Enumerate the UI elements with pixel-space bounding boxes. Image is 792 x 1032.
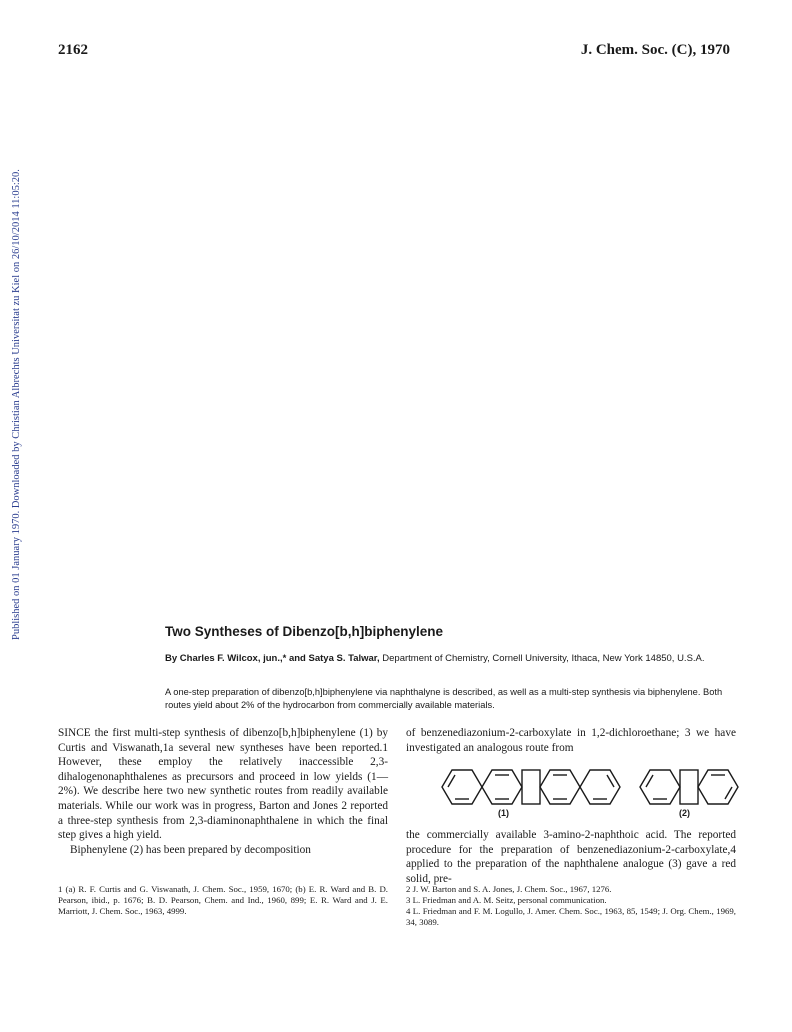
footnotes-right [406, 884, 736, 928]
footnotes-left [58, 884, 388, 917]
structure-2-label: (2) [679, 808, 690, 818]
byline [165, 652, 731, 665]
download-notice[interactable]: Published on 01 January 1970. Downloaded by Christian Albrechts Universitat zu Kiel on 26/10/2014 11:05:20. [11, 169, 22, 640]
journal-header: J. Chem. Soc. (C), 1970 [580, 42, 730, 58]
body-paragraph-1: SINCE the first multi-step synthesis of dibenzo[b,h]biphenylene (1) by Curtis and Viswanath,1a several new syntheses have been reported.1 However, these employ the relatively inaccessible 2,3-dihalogenonaphthalenes as precursors and proceed in low yields (1—2%). We describe here two new synthetic routes from readily available materials. While our work was in progress, Barton and Jones 2 reported a three-step synthesis from 2,3-diaminonaphthalene in which the final step gives a high yield. [58, 727, 388, 842]
body-right-top: of benzenediazonium-2-carboxylate in 1,2-dichloroethane; 3 we have investigated an analogous route from [406, 727, 736, 754]
abstract: A one-step preparation of dibenzo[b,h]biphenylene via naphthalyne is described, as well as a multi-step synthesis via biphenylene. Both routes yield about 2% of the hydrocarbon from commercially available materials. [165, 687, 723, 710]
footnote-4: 4 L. Friedman and F. M. Logullo, J. Amer. Chem. Soc., 1963, 85, 1549; J. Org. Chem., 1969, 34, 3089. [406, 906, 736, 927]
body-paragraph-2: Biphenylene (2) has been prepared by decomposition [70, 843, 311, 856]
footnote-2: 2 J. W. Barton and S. A. Jones, J. Chem. Soc., 1967, 1276. [406, 884, 612, 894]
page-number: 2162 [58, 42, 88, 58]
affiliation: Department of Chemistry, Cornell University, Ithaca, New York 14850, U.S.A. [382, 653, 705, 664]
structure-1-label: (1) [498, 808, 509, 818]
footnote-3: 3 L. Friedman and A. M. Seitz, personal communication. [406, 895, 607, 905]
body-left-column [58, 726, 388, 857]
structure-1-diagram [436, 762, 626, 812]
authors: By Charles F. Wilcox, jun.,* and Satya S. Talwar, [165, 653, 380, 664]
structure-2-diagram [636, 762, 742, 812]
footnote-1: 1 (a) R. F. Curtis and G. Viswanath, J. Chem. Soc., 1959, 1670; (b) E. R. Ward and B. D. Pearson, ibid., p. 1676; B. D. Pearson, Chem. and Ind., 1960, 899; E. R. Ward and J. E. Marriott, J. Chem. Soc., 1963, 4999. [58, 884, 388, 916]
article-title: Two Syntheses of Dibenzo[b,h]biphenylene [165, 624, 444, 639]
body-right-bottom: the commercially available 3-amino-2-naphthoic acid. The reported procedure for the preparation of benzenediazonium-2-carboxylate,4 applied to the preparation of the naphthalene analogue (3) gave a red solid, pre- [406, 829, 736, 885]
